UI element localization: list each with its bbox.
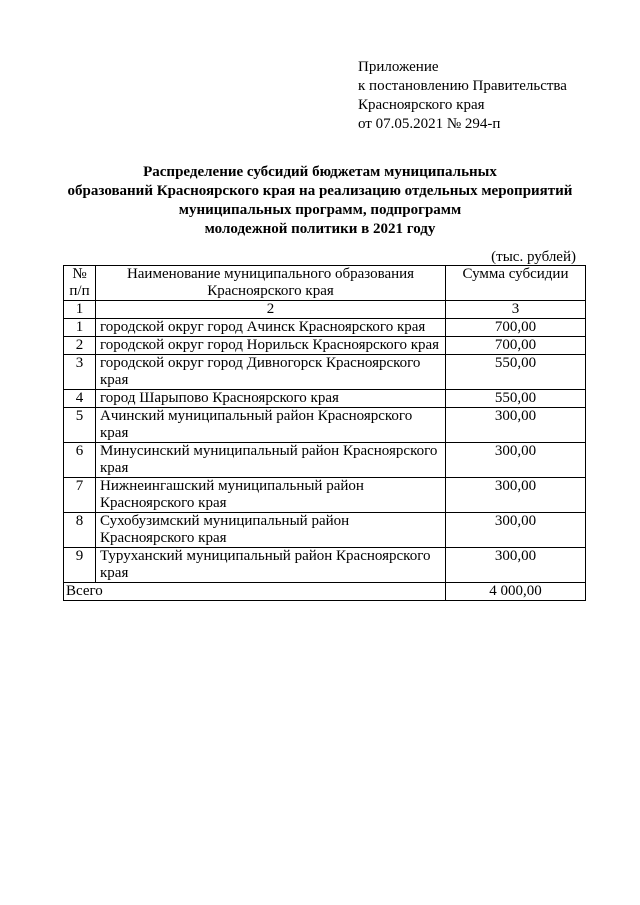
unit-label: (тыс. рублей) [491, 249, 576, 265]
table-row [64, 355, 586, 390]
row-sum: 300,00 [446, 443, 586, 478]
row-num: 6 [64, 443, 96, 478]
row-num: 5 [64, 408, 96, 443]
header-sum: Сумма субсидии [446, 266, 586, 301]
row-name: Туруханский муниципальный район Красноярского края [96, 548, 446, 583]
row-name: городской округ город Дивногорск Красноярского края [96, 355, 446, 390]
appendix-line: Приложение [358, 59, 439, 75]
row-sum: 300,00 [446, 478, 586, 513]
row-name: городской округ город Ачинск Красноярского края [96, 319, 446, 337]
row-num: 9 [64, 548, 96, 583]
table-header-row [64, 266, 586, 301]
table-row [64, 408, 586, 443]
row-name: Нижнеингашский муниципальный район Красноярского края [96, 478, 446, 513]
table-index-row [64, 301, 586, 319]
row-num: 2 [64, 337, 96, 355]
row-name: город Шарыпово Красноярского края [96, 390, 446, 408]
row-sum: 550,00 [446, 355, 586, 390]
appendix-line: к постановлению Правительства [358, 78, 567, 94]
appendix-block [358, 58, 567, 134]
header-num: № п/п [64, 266, 96, 301]
table-row [64, 443, 586, 478]
row-name: Сухобузимский муниципальный район Красноярского края [96, 513, 446, 548]
row-sum: 300,00 [446, 548, 586, 583]
appendix-line: от 07.05.2021 № 294-п [358, 116, 501, 132]
document-title [60, 163, 580, 239]
appendix-line: Красноярского края [358, 97, 485, 113]
row-sum: 700,00 [446, 337, 586, 355]
table-row [64, 548, 586, 583]
index-cell: 2 [96, 301, 446, 319]
index-cell: 1 [64, 301, 96, 319]
row-sum: 550,00 [446, 390, 586, 408]
table-total-row [64, 583, 586, 601]
row-num: 7 [64, 478, 96, 513]
row-num: 3 [64, 355, 96, 390]
row-sum: 300,00 [446, 408, 586, 443]
subsidy-table [63, 265, 586, 601]
row-name: Минусинский муниципальный район Красноярского края [96, 443, 446, 478]
row-num: 8 [64, 513, 96, 548]
table-row [64, 319, 586, 337]
row-name: Ачинский муниципальный район Красноярского края [96, 408, 446, 443]
total-label: Всего [64, 583, 446, 601]
row-num: 1 [64, 319, 96, 337]
table-row [64, 390, 586, 408]
row-sum: 700,00 [446, 319, 586, 337]
row-sum: 300,00 [446, 513, 586, 548]
table-row [64, 513, 586, 548]
title-line: муниципальных программ, подпрограмм [178, 202, 462, 218]
total-sum: 4 000,00 [446, 583, 586, 601]
title-line: образований Красноярского края на реализацию отдельных мероприятий [67, 183, 573, 199]
title-line: молодежной политики в 2021 году [204, 221, 436, 237]
title-line: Распределение субсидий бюджетам муниципальных [143, 164, 497, 180]
index-cell: 3 [446, 301, 586, 319]
header-name: Наименование муниципального образования Красноярского края [96, 266, 446, 301]
table-row [64, 478, 586, 513]
row-name: городской округ город Норильск Красноярского края [96, 337, 446, 355]
table-row [64, 337, 586, 355]
row-num: 4 [64, 390, 96, 408]
